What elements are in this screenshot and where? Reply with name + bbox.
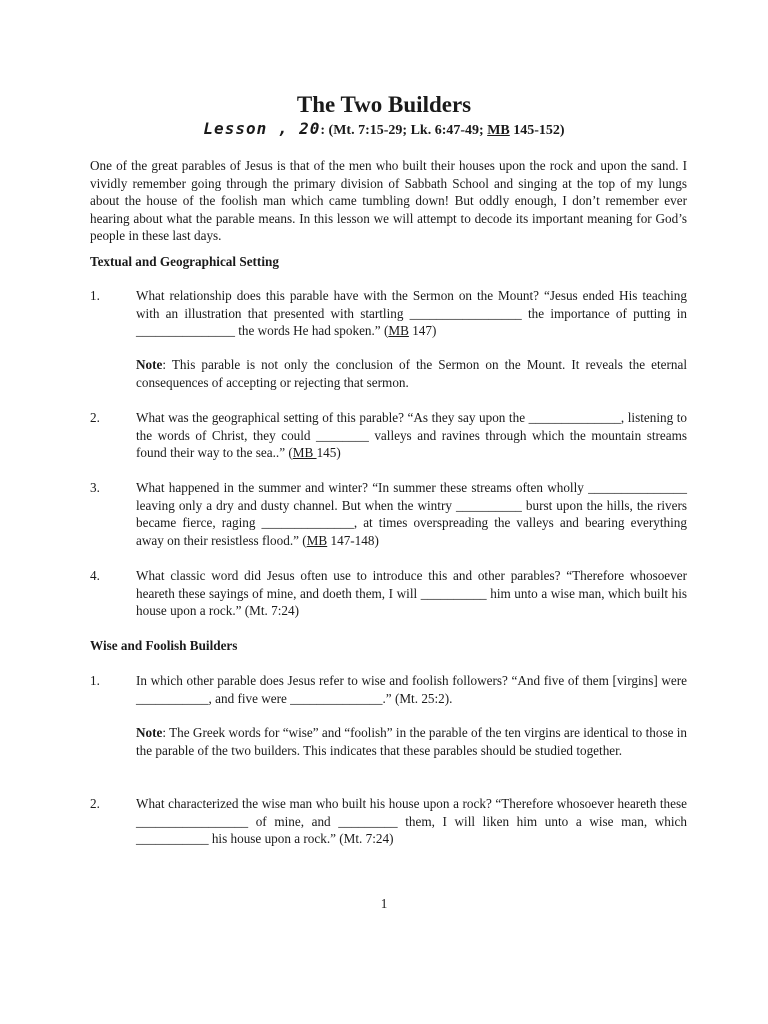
- question-text: [136, 479, 687, 549]
- subtitle-refs-a: : (Mt. 7:15-29; Lk. 6:47-49;: [320, 123, 488, 138]
- question-end: 147): [408, 323, 437, 338]
- question-number: 1.: [90, 288, 100, 303]
- question-text: [136, 409, 687, 462]
- question-note: [136, 724, 687, 759]
- subtitle-refs-b: 145-152): [509, 123, 565, 138]
- question-number: 3.: [90, 480, 100, 495]
- section-heading-setting: Textual and Geographical Setting: [90, 254, 279, 269]
- lesson-label: Lesson , 20: [203, 119, 321, 138]
- note-label: Note: [136, 357, 163, 372]
- question-end: 145): [316, 445, 341, 460]
- subtitle-mb: MB: [487, 123, 510, 138]
- note-label: Note: [136, 725, 163, 740]
- mb-reference: MB: [292, 445, 317, 460]
- question-end: 147-148): [327, 532, 379, 548]
- question-number: 1.: [90, 673, 100, 688]
- question-body: What relationship does this parable have with the Sermon on the Mount? “Jesus ended His teaching with an illustration that presented with startling _________________ the importance of putting in _______________ the words He had spoken.” (: [136, 288, 687, 338]
- section-heading-builders: Wise and Foolish Builders: [90, 638, 238, 653]
- page-number: 1: [380, 896, 388, 911]
- question-text: In which other parable does Jesus refer to wise and foolish followers? “And five of them [virgins] were ___________, and five were ______________.” (Mt. 25:2).: [136, 673, 687, 706]
- intro-paragraph: One of the great parables of Jesus is that of the men who built their houses upon the rock and upon the sand. I vividly remember going through the primary division of Sabbath School and singing at the top of my lungs about the house of the foolish man which came tumbling down! But oddly enough, I don’t remember ever hearing about what the parable means. In this lesson we will attempt to decode its important meaning for God’s people in these last days.: [90, 158, 687, 243]
- question-text: [136, 287, 687, 340]
- note-text: : This parable is not only the conclusion of the Sermon on the Mount. It reveals the eternal consequences of accepting or rejecting that sermon.: [136, 357, 687, 390]
- mb-reference: MB: [388, 323, 409, 338]
- mb-reference: MB: [306, 532, 328, 548]
- question-text: What characterized the wise man who built his house upon a rock? “Therefore whosoever heareth these _________________ of mine, and _________ them, I will liken him unto a wise man, which ___________ his house upon a rock.” (Mt. 7:24): [136, 796, 687, 846]
- question-number: 2.: [90, 410, 100, 425]
- question-number: 4.: [90, 568, 100, 583]
- question-note: [136, 356, 687, 391]
- lesson-subtitle: [0, 119, 768, 141]
- question-text: What classic word did Jesus often use to introduce this and other parables? “Therefore whosoever heareth these sayings of mine, and doeth them, I will __________ him unto a wise man, which built his house upon a rock.” (Mt. 7:24): [136, 568, 687, 618]
- page-title: The Two Builders: [296, 92, 472, 117]
- question-body: What was the geographical setting of this parable? “As they say upon the ______________, listening to the words of Christ, they could ________ valleys and ravines through which the mountain streams found their way to the sea..” (: [136, 410, 687, 460]
- note-text: : The Greek words for “wise” and “foolish” in the parable of the ten virgins are identical to those in the parable of the two builders. This indicates that these parables should be studied together.: [136, 725, 687, 758]
- question-number: 2.: [90, 796, 100, 811]
- question-body: What happened in the summer and winter? “In summer these streams often wholly _______________ leaving only a dry and dusty channel. But when the wintry __________ burst upon the hills, the rivers became fierce, raging ______________, at times overspreading the valleys and bearing everything away on their resistless flood.” (: [136, 480, 687, 548]
